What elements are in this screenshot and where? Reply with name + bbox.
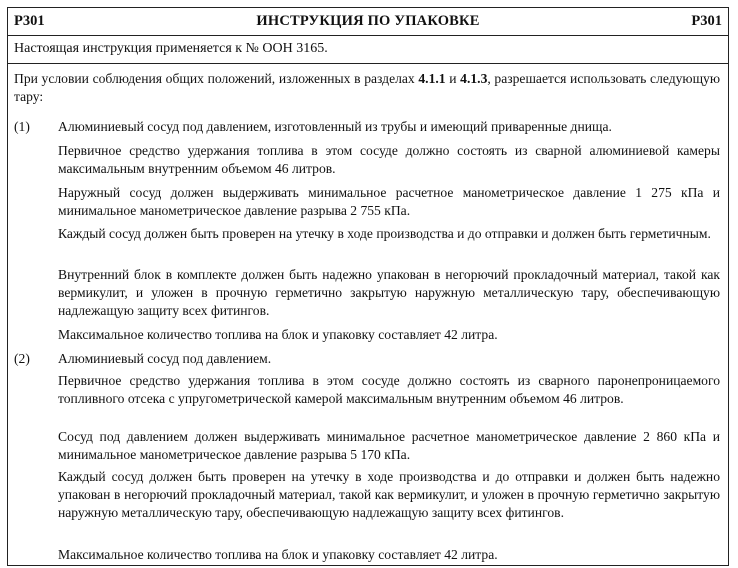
item-number: (1) bbox=[14, 119, 30, 134]
instruction-code-right: P301 bbox=[691, 13, 722, 29]
header-row bbox=[8, 8, 728, 36]
item-number: (2) bbox=[14, 351, 30, 366]
item-paragraph: Каждый сосуд должен быть проверен на утечку в ходе производства и до отправки и должен быть надежно упакован в негорючий прокладочный материал, такой как вермикулит, и уложен в прочную герметично закрытую наружную металлическую тару, обеспечивающую надлежащую защиту всех фитингов. bbox=[58, 469, 720, 520]
instruction-code-left: P301 bbox=[14, 13, 45, 29]
item-paragraph: Алюминиевый сосуд под давлением. bbox=[58, 351, 272, 366]
packing-instruction-table bbox=[7, 7, 729, 566]
item-paragraph: Каждый сосуд должен быть проверен на утечку в ходе производства и до отправки и должен быть герметичным. bbox=[58, 226, 711, 241]
item-paragraph: Сосуд под давлением должен выдерживать минимальное расчетное манометрическое давление 2 860 кПа и минимальное манометрическое давление разрыва 5 170 кПа. bbox=[58, 429, 720, 462]
section-ref: 4.1.1 bbox=[418, 71, 446, 86]
scope-row: Настоящая инструкция применяется к № ООН 3165. bbox=[8, 36, 728, 64]
intro-text: , разрешается использовать следующую тару: bbox=[14, 71, 720, 104]
section-ref: 4.1.3 bbox=[460, 71, 488, 86]
intro-text: При условии соблюдения общих положений, изложенных в разделах bbox=[14, 71, 419, 86]
item-paragraph: Максимальное количество топлива на блок и упаковку составляет 42 литра. bbox=[58, 327, 498, 342]
item-paragraph: Внутренний блок в комплекте должен быть надежно упакован в негорючий прокладочный материал, такой как вермикулит, и уложен в прочную герметично закрытую наружную металлическую тару, обеспечивающую надлежащую защиту всех фитингов. bbox=[58, 267, 720, 318]
instruction-title: ИНСТРУКЦИЯ ПО УПАКОВКЕ bbox=[256, 13, 480, 29]
item-paragraph: Первичное средство удержания топлива в этом сосуде должно состоять из сварного паронепроницаемого топливного отсека с упругометрической камерой максимальным внутренним объемом 46 литров. bbox=[58, 373, 720, 406]
item-paragraph: Первичное средство удержания топлива в этом сосуде должно состоять из сварной алюминиевой камеры максимальным внутренним объемом 46 литров. bbox=[58, 143, 720, 176]
item-paragraph: Наружный сосуд должен выдерживать минимальное расчетное манометрическое давление 1 275 кПа и минимальное манометрическое давление разрыва 2 755 кПа. bbox=[58, 185, 720, 218]
body-cell bbox=[8, 64, 728, 565]
item-paragraph: Максимальное количество топлива на блок и упаковку составляет 42 литра. bbox=[58, 547, 498, 562]
intro-text: и bbox=[445, 71, 461, 86]
item-paragraph: Алюминиевый сосуд под давлением, изготовленный из трубы и имеющий приваренные днища. bbox=[58, 119, 612, 134]
intro-paragraph bbox=[14, 70, 720, 106]
